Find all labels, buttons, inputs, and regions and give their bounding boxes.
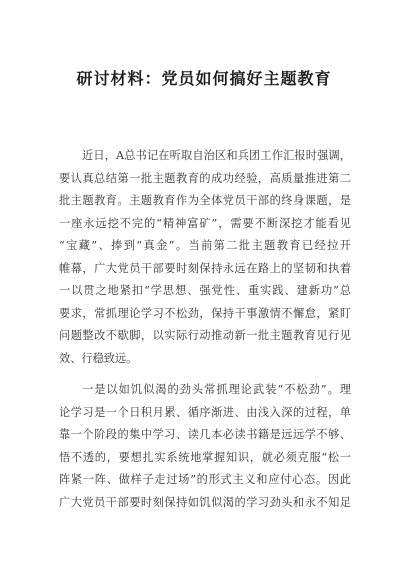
text-line: 悟不透的，要想扎实系统地掌握知识，就必须克服“松一 [59, 450, 351, 464]
text-line: “宝藏”、捧到“真金”。当前第二批主题教育已经拉开 [59, 239, 351, 252]
text-line: 广大党员干部要时刻保持如饥似渴的学习劲头和永不知足 [59, 495, 351, 509]
text-line: 一座永远挖不完的“精神富矿”，需要不断深挖才能看见 [59, 216, 351, 230]
text-line: 要认真总结第一批主题教育的成功经验，高质量推进第二 [59, 171, 351, 185]
text-line: 靠一个阶段的集中学习、读几本必读书籍是远远学不够、 [59, 428, 351, 441]
text-line: 论学习是一个日积月累、循序渐进、由浅入深的过程，单 [59, 405, 351, 419]
document-title: 研讨材料：党员如何搞好主题教育 [76, 69, 332, 88]
text-line: 效、行稳致远。 [59, 351, 138, 365]
text-line: 一是以如饥似渴的劲头常抓理论武装“不松劲”。理 [82, 383, 351, 396]
text-line: 近日，A总书记在听取自治区和兵团工作汇报时强调， [82, 149, 351, 162]
text-line: 阵紧一阵、做样子走过场”的形式主义和应付心态。因此 [59, 473, 351, 486]
text-line: 批主题教育。主题教育作为全体党员干部的终身课题，是 [59, 194, 351, 207]
paragraph-intro [59, 145, 351, 370]
text-line: 帷幕，广大党员干部要时刻保持永远在路上的坚韧和执着 [59, 261, 351, 275]
text-line: 要求，常抓理论学习不松劲，保持干事激情不懈怠，紧盯 [59, 306, 351, 320]
text-line: 一以贯之地紧扣“学思想、强党性、重实践、建新功”总 [59, 284, 351, 297]
text-line: 问题整改不歇脚，以实际行动推动新一批主题教育见行见 [59, 329, 351, 342]
paragraph-point-one [59, 379, 351, 514]
